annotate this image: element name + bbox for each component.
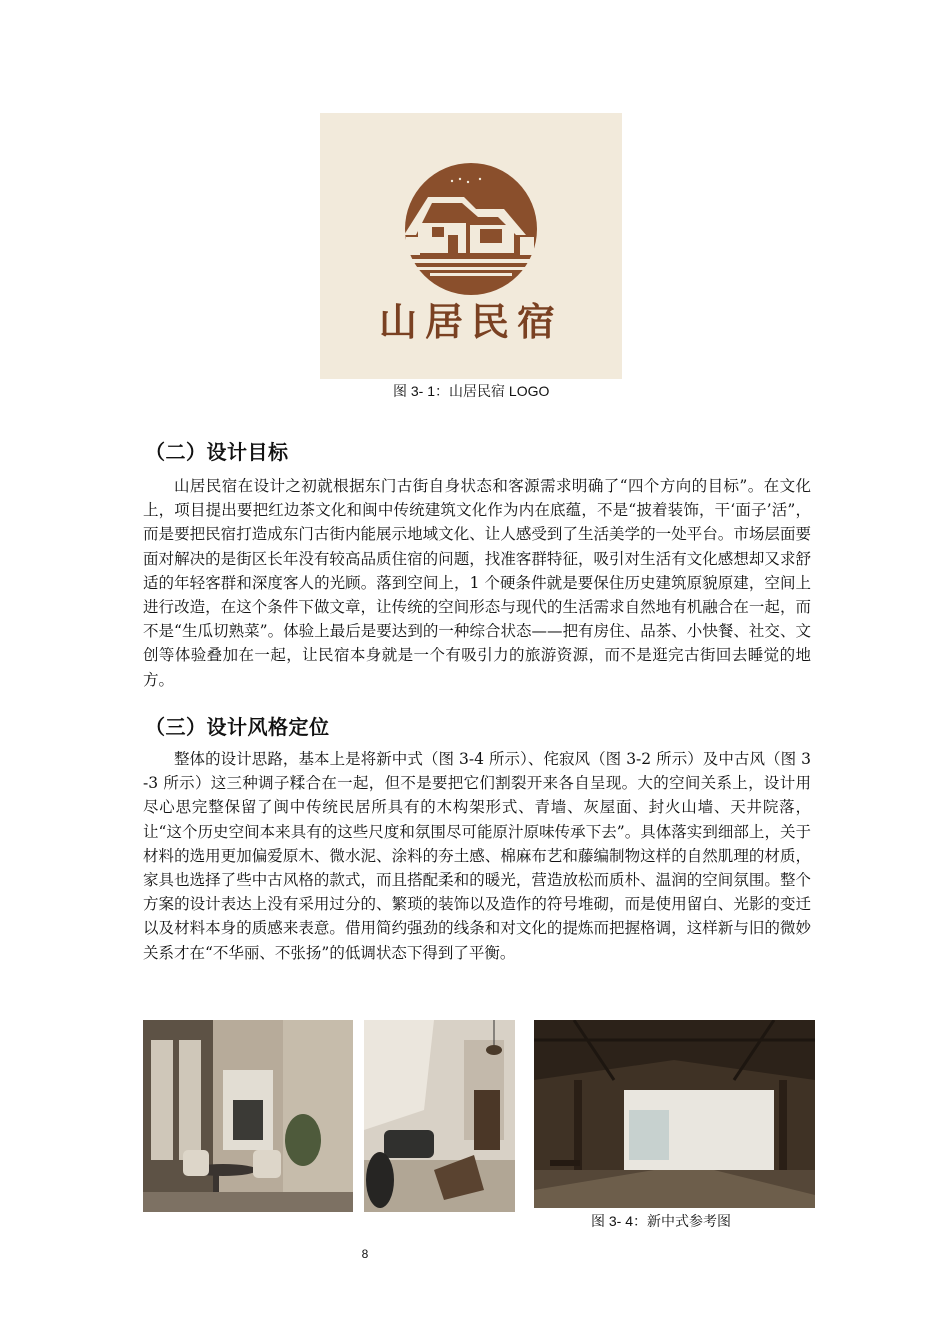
reference-photo-2	[364, 1020, 515, 1212]
figure-caption: 图 3- 1：山居民宿 LOGO	[393, 383, 550, 399]
reference-photo-3	[534, 1020, 815, 1208]
logo-image	[320, 113, 622, 379]
reference-photo-1	[143, 1020, 353, 1212]
figure-caption: 图 3- 4：新中式参考图	[591, 1213, 732, 1229]
section-heading: （二）设计目标	[145, 440, 289, 464]
logo-text: 山居民宿	[378, 299, 563, 344]
section-heading: （三）设计风格定位	[145, 715, 330, 739]
page-number: 8	[361, 1247, 369, 1261]
body-paragraph: 整体的设计思路，基本上是将新中式（图 3-4 所示）、侘寂风（图 3-2 所示）及中古风（图 3-3 所示）这三种调子糅合在一起，但不是要把它们割裂开来各自呈现。大的空间关系上，设计用尽心思完整保留了闽中传统民居所具有的木构架形式、青墙、灰屋面、封火山墙、天井院落，让“这个历史空间本来具有的这些尺度和氛围尽可能原汁原味传承下去”。具体落实到细部上，关于材料的选用更加偏爱原木、微水泥、涂料的夯土感、棉麻布艺和藤编制物这样的自然肌理的材质，家具也选择了些中古风格的款式，而且搭配柔和的暖光，营造放松而质朴、温润的空间氛围。整个方案的设计表达上没有采用过分的、繁琐的装饰以及造作的符号堆砌，而是使用留白、光影的变迁以及材料本身的质感来表意。借用简约强劲的线条和对文化的提炼而把握格调，这样新与旧的微妙关系才在“不华丽、不张扬”的低调状态下得到了平衡。	[143, 750, 811, 962]
body-paragraph: 山居民宿在设计之初就根据东门古街自身状态和客源需求明确了“四个方向的目标”。在文化上，项目提出要把红边茶文化和闽中传统建筑文化作为内在底蕴，不是“披着装饰，干‘面子’活”，而是要把民宿打造成东门古街内能展示地域文化、让人感受到了生活美学的一处平台。市场层面要面对解决的是街区长年没有较高品质住宿的问题，找准客群特征，吸引对生活有文化感想却又求舒适的年轻客群和深度客人的光顾。落到空间上，1 个硬条件就是要保住历史建筑原貌原建，空间上进行改造，在这个条件下做文章，让传统的空间形态与现代的生活需求自然地有机融合在一起，而不是“生瓜切熟菜”。体验上最后是要达到的一种综合状态——把有房住、品茶、小快餐、社交、文创等体验叠加在一起，让民宿本身就是一个有吸引力的旅游资源，而不是逛完古街回去睡觉的地方。	[143, 477, 811, 689]
